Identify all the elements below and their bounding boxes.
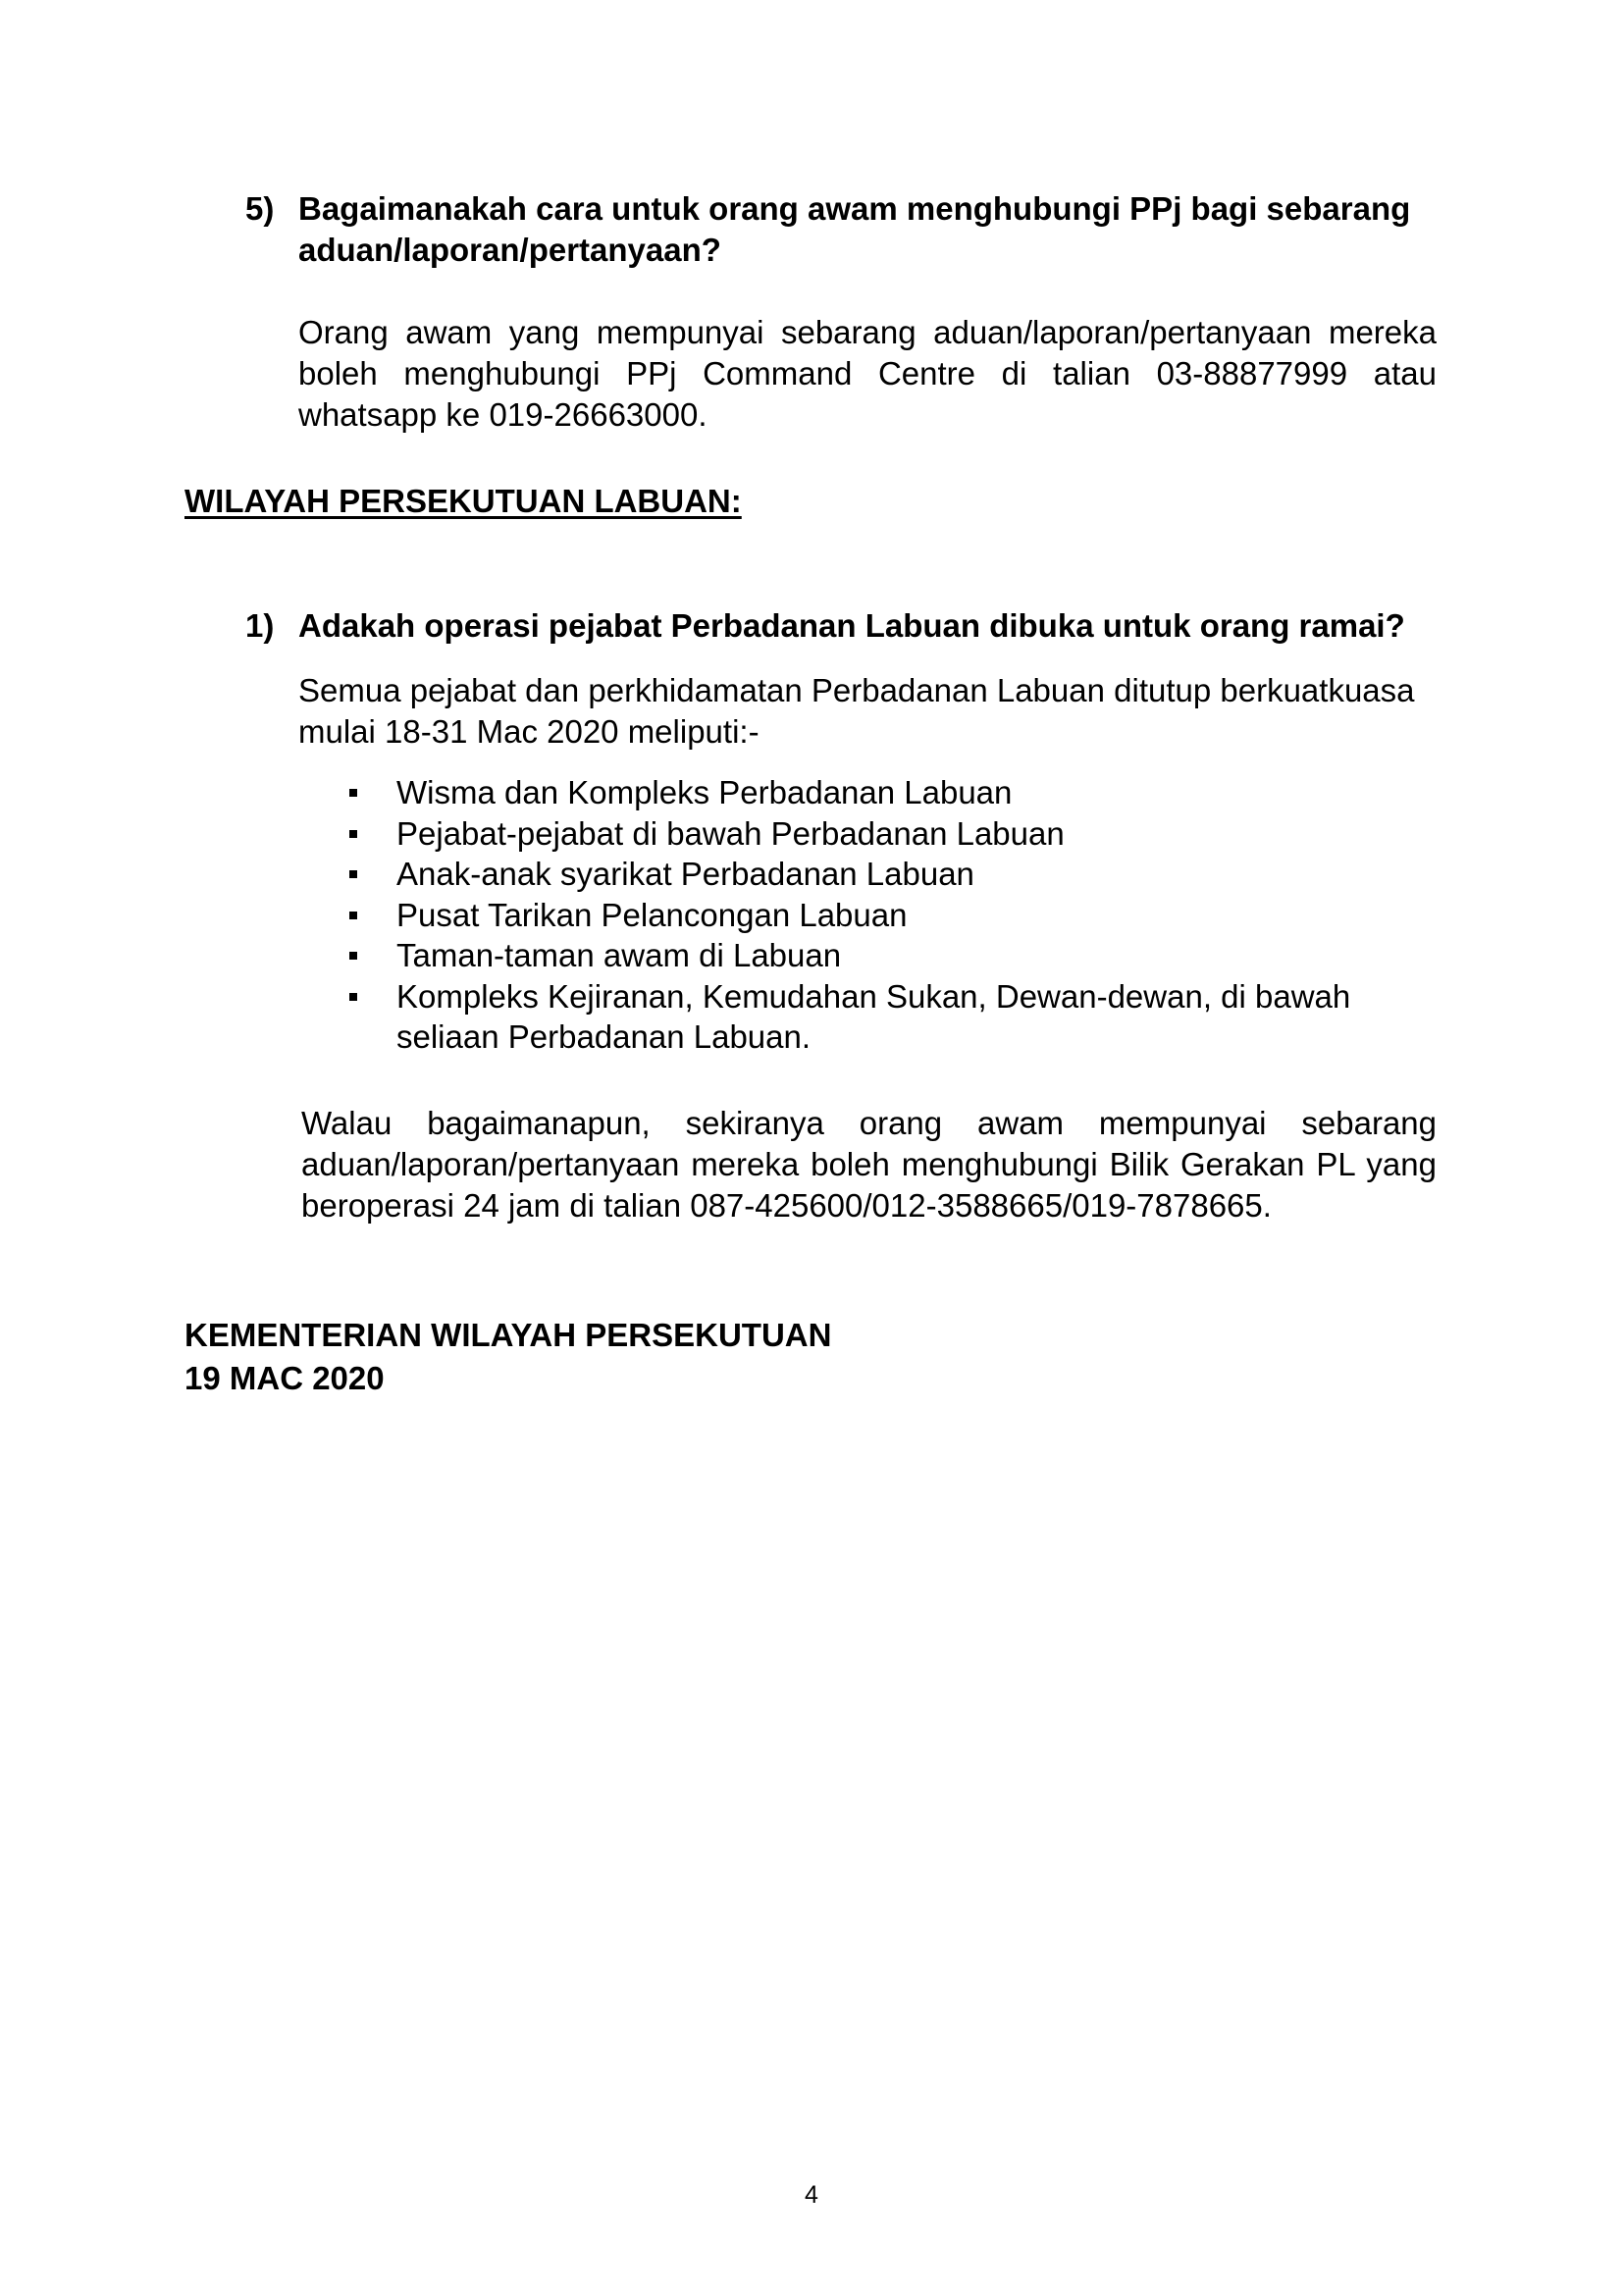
list-item bbox=[396, 895, 1437, 936]
list-item-text: Pejabat-pejabat di bawah Perbadanan Labuan bbox=[396, 814, 1065, 852]
list-item bbox=[396, 813, 1437, 855]
list-item bbox=[396, 935, 1437, 976]
list-item-text: Pusat Tarikan Pelancongan Labuan bbox=[396, 896, 908, 933]
question-5-text: Bagaimanakah cara untuk orang awam menghubungi PPj bagi sebarang aduan/laporan/pertanyaan? bbox=[298, 190, 1411, 268]
bullet-icon bbox=[349, 789, 357, 797]
list-item bbox=[396, 976, 1437, 1058]
bullet-icon bbox=[349, 912, 357, 919]
bullet-icon bbox=[349, 830, 357, 838]
labuan-question-1-number: 1) bbox=[245, 607, 275, 644]
bullet-icon bbox=[349, 870, 357, 878]
list-item-text: Taman-taman awam di Labuan bbox=[396, 937, 842, 973]
bullet-icon bbox=[349, 993, 357, 1001]
bullet-icon bbox=[349, 952, 357, 960]
list-item-text: Kompleks Kejiranan, Kemudahan Sukan, Dewan-dewan, di bawah seliaan Perbadanan Labuan. bbox=[396, 977, 1351, 1055]
ministry-name: KEMENTERIAN WILAYAH PERSEKUTUAN bbox=[184, 1317, 832, 1353]
issue-date: 19 MAC 2020 bbox=[184, 1360, 385, 1396]
labuan-question-1-intro: Semua pejabat dan perkhidamatan Perbadanan Labuan ditutup berkuatkuasa mulai 18-31 Mac 2020 meliputi:- bbox=[298, 672, 1415, 750]
page-number: 4 bbox=[805, 2181, 818, 2209]
question-5-number: 5) bbox=[245, 190, 275, 227]
labuan-question-1-closing: Walau bagaimanapun, sekiranya orang awam mempunyai sebarang aduan/laporan/pertanyaan mereka boleh menghubungi Bilik Gerakan PL yang beroperasi 24 jam di talian 087-425600/012-3588665/019-7878665. bbox=[301, 1105, 1437, 1224]
list-item bbox=[396, 854, 1437, 895]
list-item-text: Wisma dan Kompleks Perbadanan Labuan bbox=[396, 774, 1013, 810]
labuan-question-1-text: Adakah operasi pejabat Perbadanan Labuan dibuka untuk orang ramai? bbox=[298, 607, 1405, 644]
section-heading-labuan: WILAYAH PERSEKUTUAN LABUAN: bbox=[184, 483, 742, 519]
list-item bbox=[396, 772, 1437, 813]
list-item-text: Anak-anak syarikat Perbadanan Labuan bbox=[396, 856, 974, 892]
closure-list bbox=[396, 772, 1437, 1058]
question-5-answer: Orang awam yang mempunyai sebarang aduan/laporan/pertanyaan mereka boleh menghubungi PPj Command Centre di talian 03-88877999 atau whatsapp ke 019-26663000. bbox=[298, 314, 1437, 433]
